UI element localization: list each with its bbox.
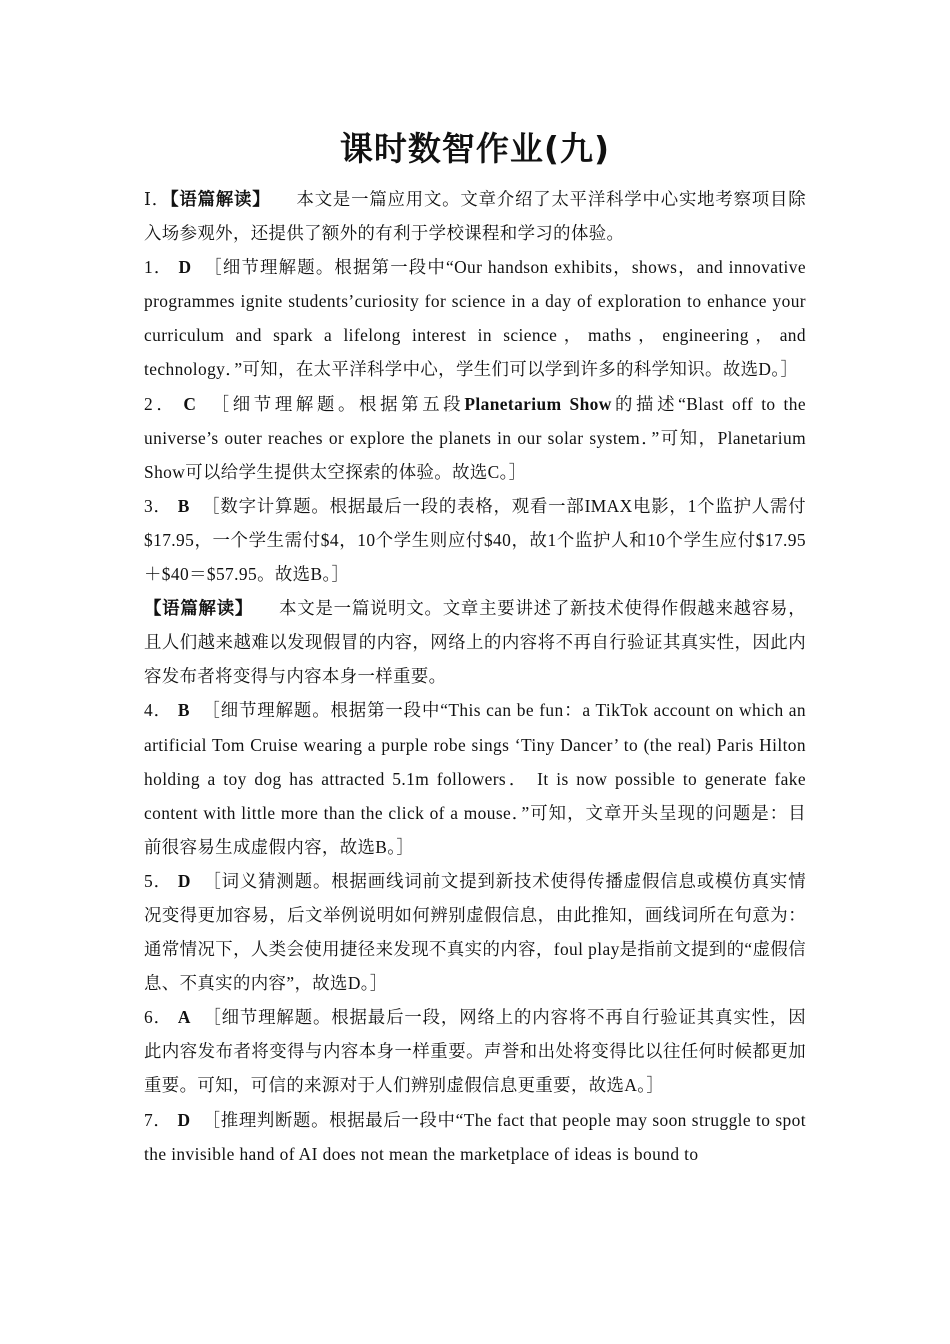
item-number: 7． bbox=[144, 1109, 172, 1130]
item-number: 6． bbox=[144, 1007, 172, 1028]
section-tag: 【语篇解读】 bbox=[169, 189, 271, 209]
answer-item-5 bbox=[144, 864, 806, 1000]
answer-letter: A bbox=[177, 1007, 191, 1028]
answer-item-4 bbox=[144, 693, 806, 863]
answer-letter: B bbox=[177, 495, 190, 516]
explanation-text: ［细节理解题。根据第五段 bbox=[208, 393, 465, 414]
explanation-text: ［细节理解题。根据第一段中“This can be fun：a TikTok account on which an artificial Tom Cruise wearing a purple robe sings ‘Tiny Dancer’ to (the real) Paris Hilton holding a toy dog has attracted 5.1m followers． It is now possible to generate fake content with little more than the click of a mouse．”可知，文章开头呈现的问题是：目前很容易生成虚假内容，故选B。］ bbox=[144, 700, 807, 857]
explanation-text: ［细节理解题。根据第一段中“Our handson exhibits，shows，and innovative programmes ignite students’curiosity for science in a day of exploration to enhance your curriculum and spark a lifelong interest in science，maths，engineering，and technology．”可知，在太平洋科学中心，学生们可以学到许多的科学知识。故选D。］ bbox=[144, 257, 807, 380]
answer-item-1 bbox=[144, 250, 806, 386]
answer-letter: D bbox=[178, 257, 192, 278]
reading-summary-1 bbox=[144, 182, 806, 250]
document-page bbox=[144, 118, 806, 1171]
explanation-text: ［词义猜测题。根据画线词前文提到新技术使得传播虚假信息或模仿真实情况变得更加容易，后文举例说明如何辨别虚假信息，由此推知，画线词所在句意为：通常情况下，人类会使用捷径来发现不真实的内容，foul play是指前文提到的“虚假信息、不真实的内容”，故选D。］ bbox=[144, 870, 806, 994]
answer-letter: D bbox=[177, 870, 191, 891]
item-number: 2． bbox=[144, 393, 178, 414]
item-number: 3． bbox=[144, 495, 172, 516]
summary-text: 本文是一篇应用文。文章介绍了太平洋科学中心实地考察项目除入场参观外，还提供了额外的有利于学校课程和学习的体验。 bbox=[144, 189, 807, 244]
section-label: Ⅰ． bbox=[144, 189, 170, 209]
answer-letter: B bbox=[177, 700, 190, 721]
explanation-text-cont: 的描述“Blast off to the universe’s outer reaches or explore the planets in our solar system．”可知，Planetarium Show可以给学生提供太空探索的体验。故选C。］ bbox=[144, 393, 806, 482]
answer-item-2 bbox=[144, 387, 806, 489]
item-number: 1． bbox=[144, 257, 173, 278]
explanation-text: ［推理判断题。根据最后一段中“The fact that people may soon struggle to spot the invisible hand of AI does not mean the marketplace of ideas is bound to bbox=[144, 1109, 806, 1164]
answer-item-3 bbox=[144, 489, 806, 591]
item-number: 4． bbox=[144, 700, 172, 721]
section-tag: 【语篇解读】 bbox=[144, 598, 254, 619]
page-title: 课时数智作业(九) bbox=[339, 129, 611, 168]
answer-letter: C bbox=[183, 393, 197, 414]
answer-item-7 bbox=[144, 1103, 806, 1171]
explanation-text: ［数字计算题。根据最后一段的表格，观看一部IMAX电影，1个监护人需付$17.95，一个学生需付$4，10个学生则应付$40，故1个监护人和10个学生应付$17.95＋$40＝$57.95。故选B。］ bbox=[144, 495, 806, 585]
bold-term: Planetarium Show bbox=[464, 393, 612, 414]
summary-text: 本文是一篇说明文。文章主要讲述了新技术使得作假越来越容易，且人们越来越难以发现假冒的内容，网络上的内容将不再自行验证其真实性，因此内容发布者将变得与内容本身一样重要。 bbox=[144, 598, 806, 687]
explanation-text: ［细节理解题。根据最后一段，网络上的内容将不再自行验证其真实性，因此内容发布者将变得与内容本身一样重要。声誉和出处将变得比以往任何时候都更加重要。可知，可信的来源对于人们辨别虚假信息更重要，故选A。］ bbox=[144, 1007, 806, 1096]
item-number: 5． bbox=[144, 870, 172, 891]
reading-summary-2 bbox=[144, 591, 806, 693]
answer-item-6 bbox=[144, 1000, 806, 1102]
answer-letter: D bbox=[177, 1109, 191, 1130]
